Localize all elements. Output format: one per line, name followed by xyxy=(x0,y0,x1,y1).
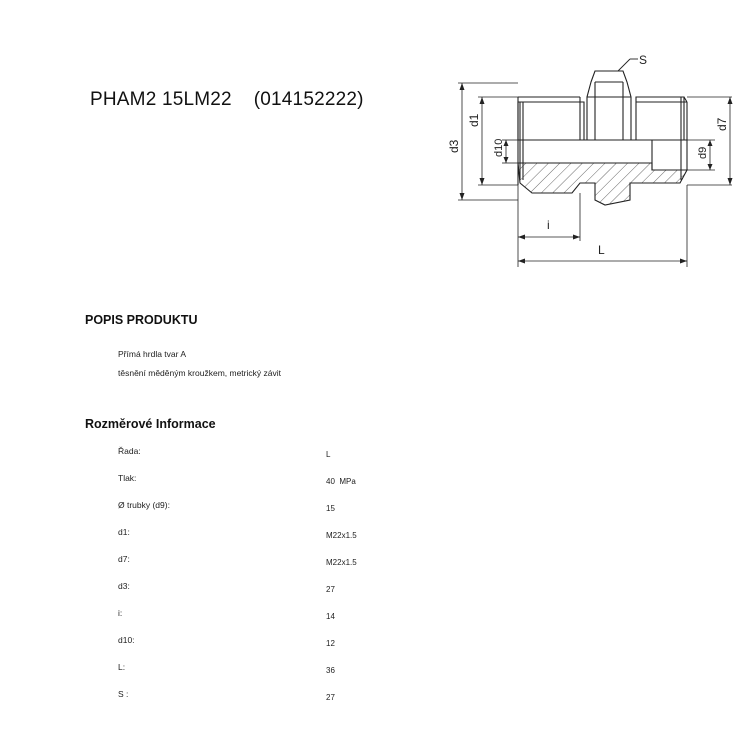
label-d3: d3 xyxy=(447,139,461,153)
description-line: Přímá hrdla tvar A xyxy=(118,349,187,359)
description-heading: POPIS PRODUKTU xyxy=(85,313,198,327)
spec-label: L: xyxy=(118,662,126,672)
article-number: (014152222) xyxy=(253,89,364,110)
spec-value: 27 xyxy=(326,693,335,702)
right-thread-outline xyxy=(636,97,684,140)
description-line: těsnění měděným kroužkem, metrický závit xyxy=(118,368,281,378)
spec-label: d10: xyxy=(118,635,135,645)
spec-row xyxy=(0,635,750,655)
section-hatch xyxy=(518,163,687,205)
spec-value: 14 xyxy=(326,612,335,621)
label-d1: d1 xyxy=(467,113,481,127)
spec-label: i: xyxy=(118,608,123,618)
label-d10: d10 xyxy=(493,138,505,157)
spec-row xyxy=(0,554,750,574)
spec-row xyxy=(0,581,750,601)
spec-row xyxy=(0,446,750,466)
spec-value: 27 xyxy=(326,585,335,594)
spec-row xyxy=(0,608,750,628)
spec-label: d3: xyxy=(118,581,130,591)
spec-label: d1: xyxy=(118,527,130,537)
specs-heading: Rozměrové Informace xyxy=(85,417,216,431)
spec-label: Tlak: xyxy=(118,473,137,483)
spec-row xyxy=(0,500,750,520)
spec-label: Ø trubky (d9): xyxy=(118,500,170,510)
spec-row xyxy=(0,473,750,493)
spec-value: L xyxy=(326,450,331,459)
page-title xyxy=(90,89,364,111)
label-d7: d7 xyxy=(715,117,729,131)
spec-value: 40 MPa xyxy=(326,477,356,486)
spec-value: 15 xyxy=(326,504,335,513)
spec-value: M22x1.5 xyxy=(326,558,357,567)
product-code: PHAM2 15LM22 xyxy=(90,89,232,110)
spec-value: 36 xyxy=(326,666,335,675)
spec-row xyxy=(0,527,750,547)
left-thread-outline xyxy=(518,102,584,140)
label-l: L xyxy=(598,243,605,257)
label-i: i xyxy=(547,218,550,232)
spec-row xyxy=(0,662,750,682)
spec-label: S : xyxy=(118,689,129,699)
spec-label: Řada: xyxy=(118,446,141,456)
fitting-technical-drawing xyxy=(440,45,740,275)
spec-value: M22x1.5 xyxy=(326,531,357,540)
spec-row xyxy=(0,689,750,709)
label-d9: d9 xyxy=(697,146,709,159)
spec-value: 12 xyxy=(326,639,335,648)
spec-label: d7: xyxy=(118,554,130,564)
label-s: S xyxy=(639,53,648,67)
hex-nut-outline xyxy=(587,71,631,140)
